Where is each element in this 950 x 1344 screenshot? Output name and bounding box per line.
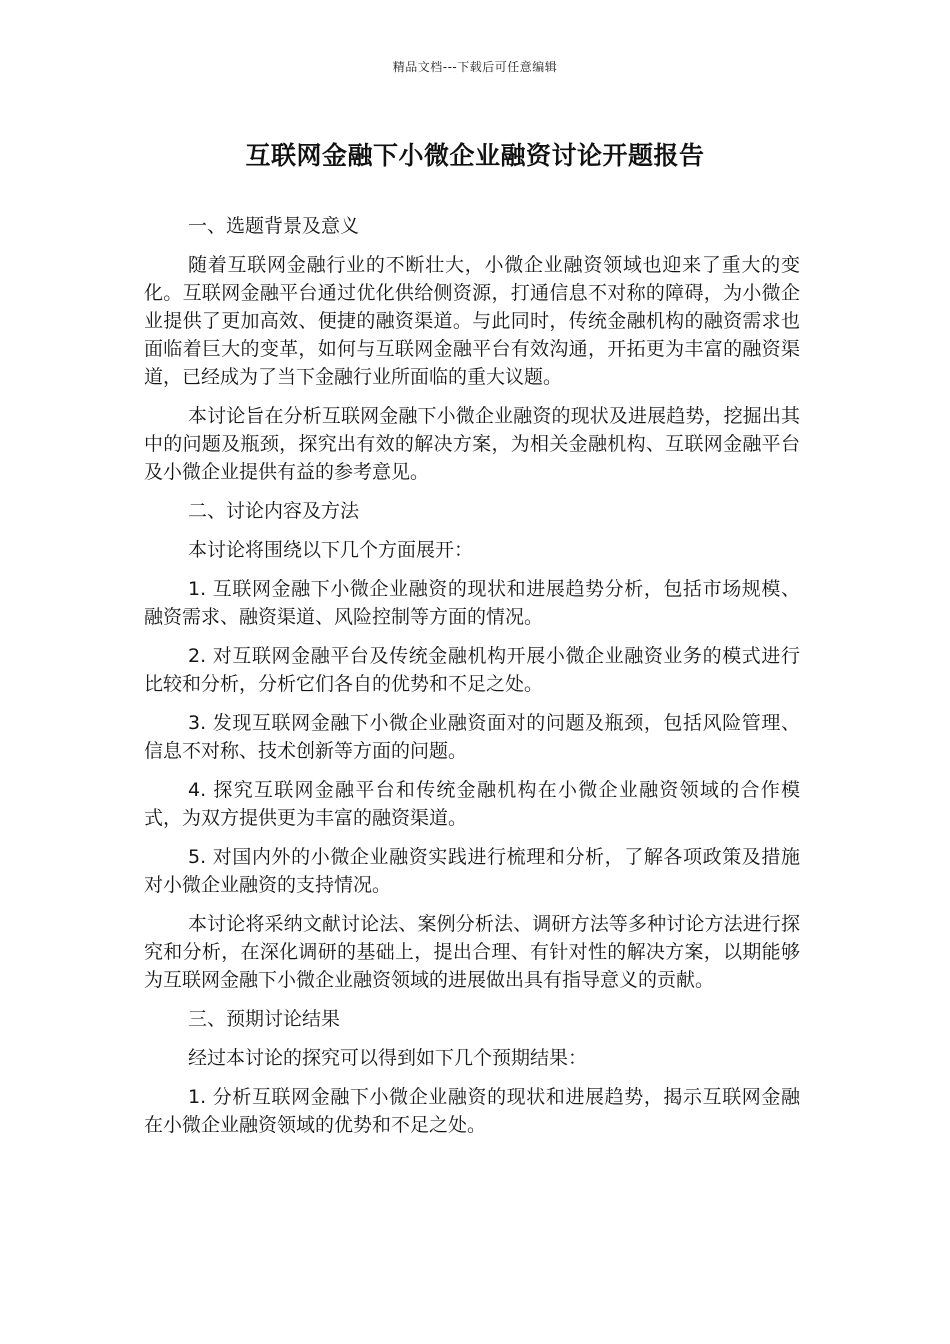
- paragraph-purpose: 本讨论旨在分析互联网金融下小微企业融资的现状及进展趋势，挖掘出其中的问题及瓶颈，探究出有效的解决方案，为相关金融机构、互联网金融平台及小微企业提供有益的参考意见。: [144, 405, 800, 483]
- paragraph-results-intro: 经过本讨论的探究可以得到如下几个预期结果：: [188, 1047, 588, 1069]
- paragraph-background: 随着互联网金融行业的不断壮大，小微企业融资领域也迎来了重大的变化。互联网金融平台通过优化供给侧资源，打通信息不对称的障碍，为小微企业提供了更加高效、便捷的融资渠道。与此同时，传统金融机构的融资需求也面临着巨大的变革，如何与互联网金融平台有效沟通，开拓更为丰富的融资渠道，已经成为了当下金融行业所面临的重大议题。: [144, 254, 800, 388]
- section-heading-background: 一、选题背景及意义: [188, 215, 360, 237]
- list-item: 1. 互联网金融下小微企业融资的现状和进展趋势分析，包括市场规模、融资需求、融资渠道、风险控制等方面的情况。: [144, 578, 800, 628]
- list-item: 5. 对国内外的小微企业融资实践进行梳理和分析，了解各项政策及措施对小微企业融资的支持情况。: [144, 846, 800, 896]
- list-item: 4. 探究互联网金融平台和传统金融机构在小微企业融资领域的合作模式，为双方提供更为丰富的融资渠道。: [144, 779, 800, 829]
- list-item: 3. 发现互联网金融下小微企业融资面对的问题及瓶颈，包括风险管理、信息不对称、技术创新等方面的问题。: [144, 712, 800, 762]
- section-heading-content-method: 二、讨论内容及方法: [188, 500, 360, 522]
- section-heading-expected-results: 三、预期讨论结果: [188, 1008, 341, 1030]
- list-item: 2. 对互联网金融平台及传统金融机构开展小微企业融资业务的模式进行比较和分析，分析它们各自的优势和不足之处。: [144, 645, 800, 695]
- document-title: 互联网金融下小微企业融资讨论开题报告: [245, 141, 705, 170]
- paragraph-content-intro: 本讨论将围绕以下几个方面展开：: [188, 539, 474, 561]
- header-note: 精品文档---下载后可任意编辑: [392, 60, 558, 74]
- list-item: 1. 分析互联网金融下小微企业融资的现状和进展趋势，揭示互联网金融在小微企业融资领域的优势和不足之处。: [144, 1086, 800, 1136]
- paragraph-method: 本讨论将采纳文献讨论法、案例分析法、调研方法等多种讨论方法进行探究和分析，在深化调研的基础上，提出合理、有针对性的解决方案，以期能够为互联网金融下小微企业融资领域的进展做出具有指导意义的贡献。: [144, 913, 800, 991]
- document-body: [144, 212, 800, 1150]
